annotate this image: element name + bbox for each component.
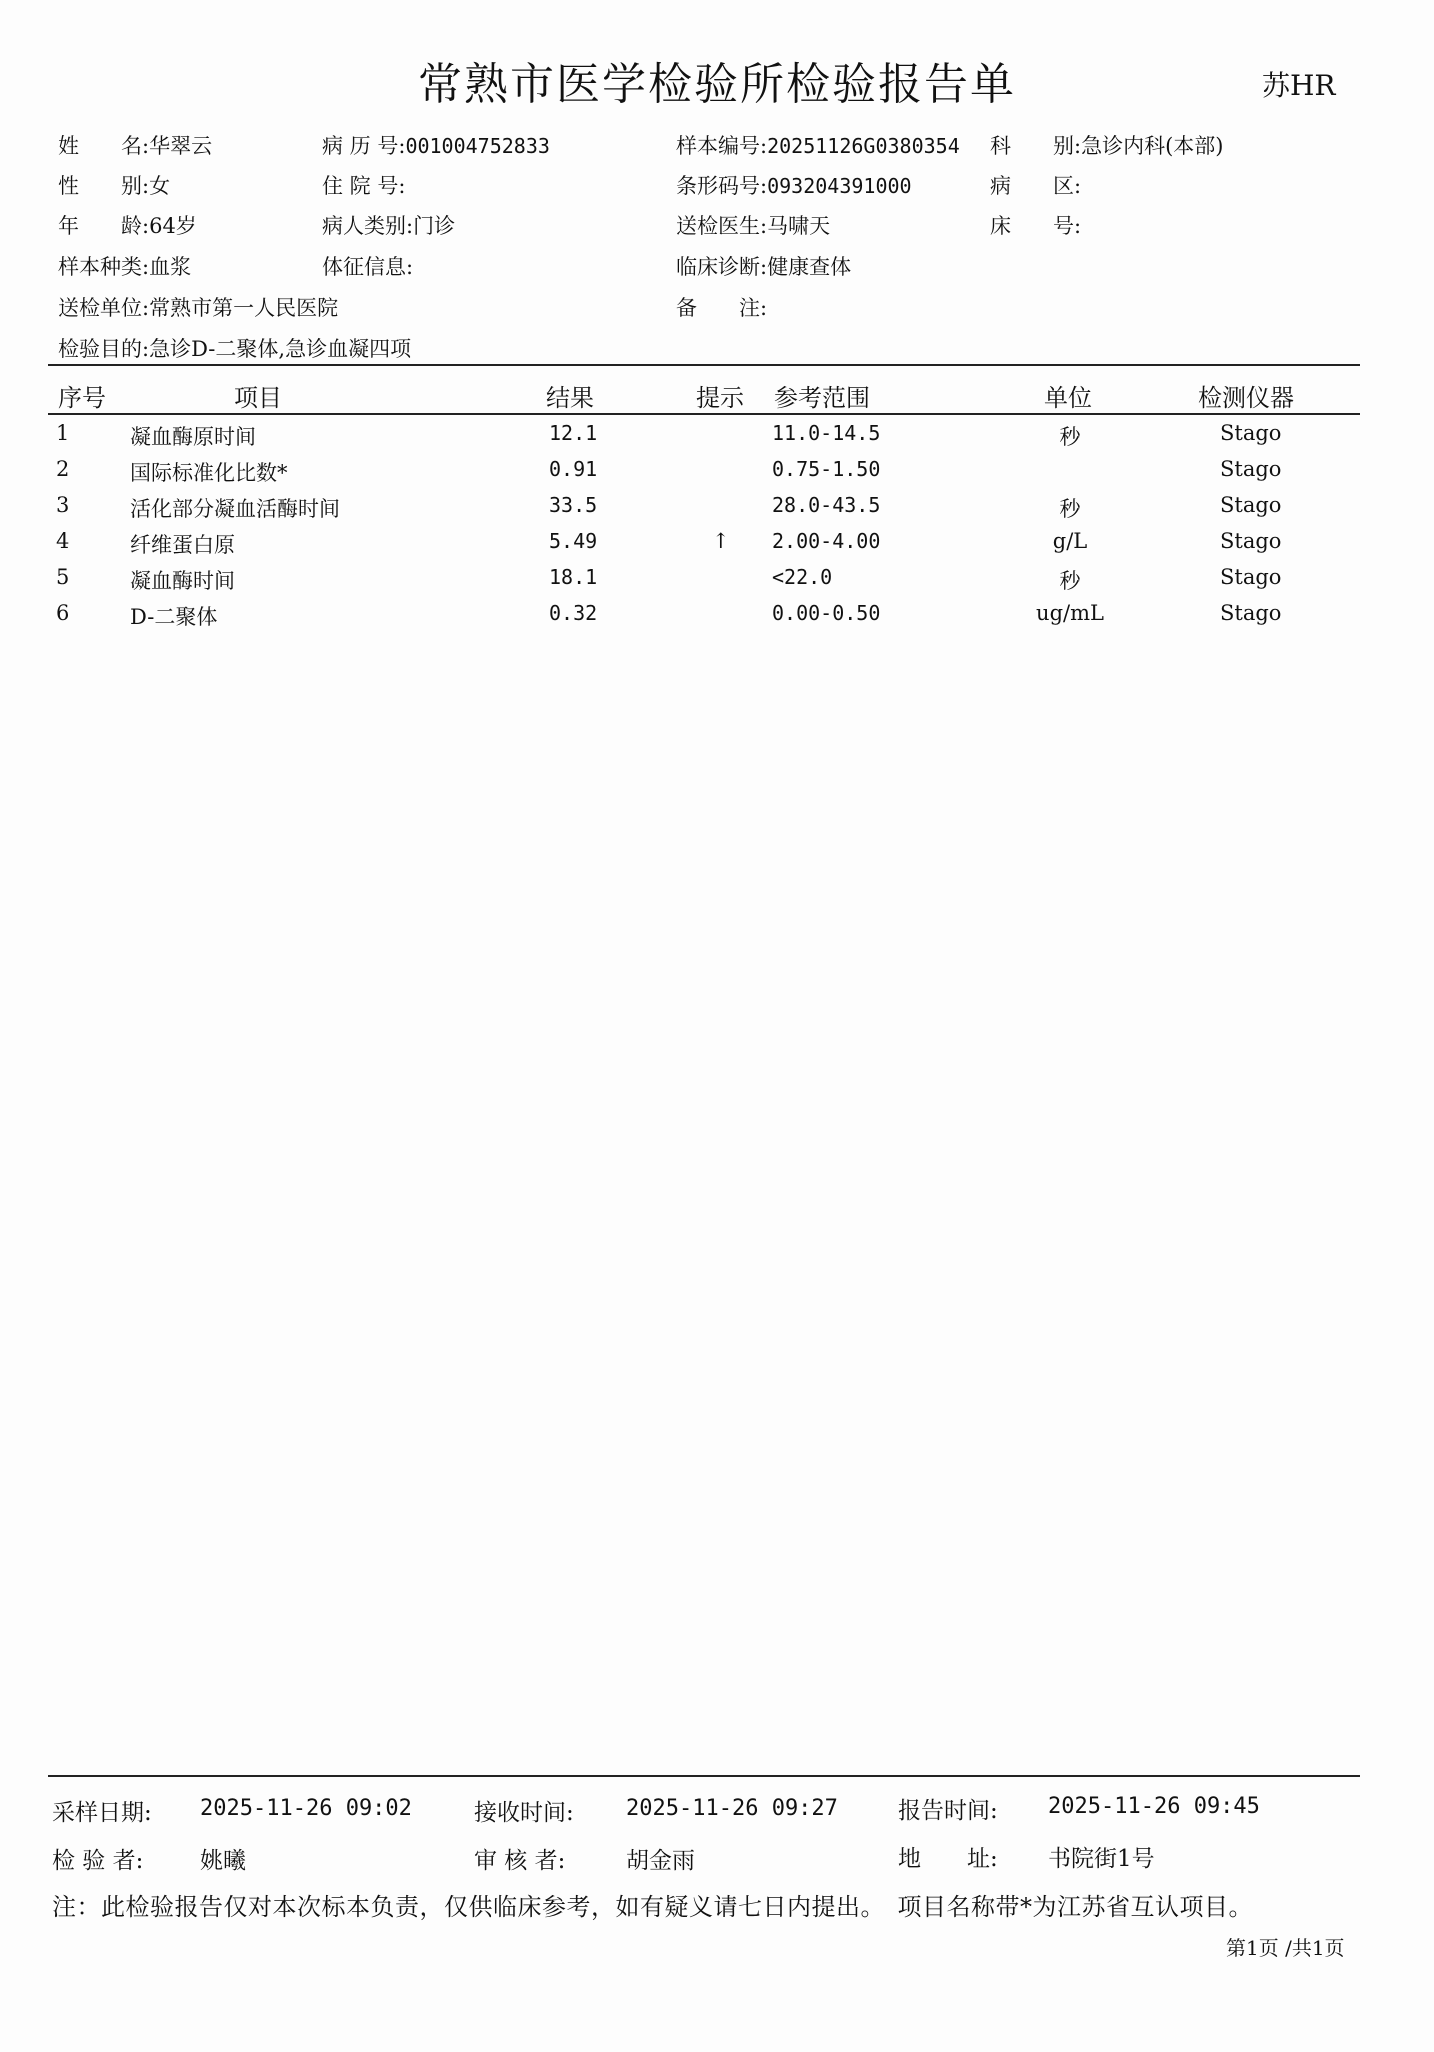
row-unit: 秒 xyxy=(1059,497,1081,521)
field-label: 送检单位: xyxy=(58,296,150,320)
col-header-seq: 序号 xyxy=(58,384,106,412)
field-label: 性 别: xyxy=(58,174,150,198)
barcode: 093204391000 xyxy=(767,174,912,198)
tester-field xyxy=(52,1842,143,1875)
field-label: 临床诊断: xyxy=(676,255,768,279)
row-result: 12.1 xyxy=(549,421,598,445)
report-time-field xyxy=(898,1792,998,1825)
bed-field xyxy=(990,210,1081,240)
tester-name: 姚曦 xyxy=(200,1848,246,1874)
doctor-field xyxy=(676,210,830,240)
sample-date: 2025-11-26 09:02 xyxy=(200,1796,412,1821)
field-label: 年 龄: xyxy=(58,214,150,238)
high-flag-arrow: ↑ xyxy=(712,529,730,553)
row-instrument: Stago xyxy=(1220,529,1282,553)
row-result: 33.5 xyxy=(549,493,598,517)
sex-field xyxy=(58,170,170,200)
sender-unit-field xyxy=(58,292,338,322)
age-field xyxy=(58,210,197,240)
patient-type: 门诊 xyxy=(413,214,456,238)
row-result: 0.32 xyxy=(549,601,598,625)
field-label: 检 验 者: xyxy=(52,1848,144,1874)
field-label: 病 历 号: xyxy=(322,134,406,158)
region-code: 苏HR xyxy=(1262,69,1336,102)
table-row xyxy=(0,565,1434,601)
field-label: 送检医生: xyxy=(676,214,768,238)
department-field xyxy=(990,130,1223,160)
row-seq: 4 xyxy=(56,529,70,553)
row-instrument: Stago xyxy=(1220,421,1282,445)
field-label: 姓 名: xyxy=(58,134,150,158)
row-instrument: Stago xyxy=(1220,565,1282,589)
record-no: 001004752833 xyxy=(405,134,550,158)
reviewer-name: 胡金雨 xyxy=(626,1848,695,1874)
field-label: 样本编号: xyxy=(676,134,768,158)
field-label: 样本种类: xyxy=(58,255,150,279)
row-unit: ug/mL xyxy=(1036,601,1104,625)
diagnosis-field xyxy=(676,251,851,281)
vital-signs-field xyxy=(322,251,413,281)
table-row xyxy=(0,457,1434,493)
remark-field xyxy=(676,292,767,322)
field-label: 接收时间: xyxy=(474,1800,574,1826)
sample-type-field xyxy=(58,251,191,281)
row-range: 28.0-43.5 xyxy=(772,493,881,517)
patient-name-field xyxy=(58,130,212,160)
field-label: 病人类别: xyxy=(322,214,414,238)
sex: 女 xyxy=(149,174,171,198)
row-seq: 6 xyxy=(56,601,70,625)
row-result: 5.49 xyxy=(549,529,598,553)
table-row xyxy=(0,421,1434,457)
age: 64岁 xyxy=(149,214,197,238)
row-unit: 秒 xyxy=(1059,425,1081,449)
patient-type-field xyxy=(322,210,455,240)
address: 书院街1号 xyxy=(1048,1846,1155,1872)
row-item: 凝血酶时间 xyxy=(130,569,235,593)
sample-no: 20251126G0380354 xyxy=(767,134,960,158)
report-time: 2025-11-26 09:45 xyxy=(1048,1794,1260,1819)
reviewer-field xyxy=(474,1842,565,1875)
receive-time-field xyxy=(474,1794,574,1827)
col-header-range: 参考范围 xyxy=(774,384,870,412)
field-label: 体征信息: xyxy=(322,255,414,279)
table-row xyxy=(0,601,1434,637)
field-label: 地 址: xyxy=(898,1846,998,1872)
row-item: 凝血酶原时间 xyxy=(130,425,256,449)
col-header-flag: 提示 xyxy=(696,384,744,412)
diagnosis: 健康查体 xyxy=(767,255,852,279)
patient-name: 华翠云 xyxy=(149,134,213,158)
row-instrument: Stago xyxy=(1220,601,1282,625)
row-seq: 3 xyxy=(56,493,70,517)
row-item: 国际标准化比数* xyxy=(130,461,288,485)
field-label: 检验目的: xyxy=(58,337,150,361)
row-seq: 1 xyxy=(56,421,70,445)
field-label: 床 号: xyxy=(990,214,1082,238)
col-header-item: 项目 xyxy=(234,384,282,412)
sample-no-field xyxy=(676,130,960,160)
purpose-field xyxy=(58,333,411,363)
col-header-result: 结果 xyxy=(546,384,594,412)
row-range: <22.0 xyxy=(772,565,833,589)
row-range: 11.0-14.5 xyxy=(772,421,881,445)
field-label: 科 别: xyxy=(990,134,1082,158)
header-bottom-rule xyxy=(48,413,1360,415)
inpatient-no-field xyxy=(322,170,405,200)
row-item: 纤维蛋白原 xyxy=(130,533,235,557)
page-number: 第1页 /共1页 xyxy=(1226,1936,1345,1960)
doctor: 马啸天 xyxy=(767,214,831,238)
field-label: 条形码号: xyxy=(676,174,768,198)
sample-type: 血浆 xyxy=(149,255,192,279)
sender-unit: 常熟市第一人民医院 xyxy=(149,296,339,320)
field-label: 采样日期: xyxy=(52,1800,152,1826)
department: 急诊内科(本部) xyxy=(1081,134,1224,158)
row-range: 2.00-4.00 xyxy=(772,529,881,553)
row-item: 活化部分凝血活酶时间 xyxy=(130,497,340,521)
footer-top-rule xyxy=(48,1775,1360,1777)
field-label: 住 院 号: xyxy=(322,174,406,198)
row-unit: g/L xyxy=(1052,529,1088,553)
field-label: 备 注: xyxy=(676,296,768,320)
purpose: 急诊D-二聚体,急诊血凝四项 xyxy=(149,337,412,361)
address-field xyxy=(898,1840,998,1873)
report-title: 常熟市医学检验所检验报告单 xyxy=(418,59,1016,110)
barcode-field xyxy=(676,170,912,200)
row-instrument: Stago xyxy=(1220,457,1282,481)
row-instrument: Stago xyxy=(1220,493,1282,517)
ward-field xyxy=(990,170,1081,200)
field-label: 病 区: xyxy=(990,174,1082,198)
sample-date-field xyxy=(52,1794,152,1827)
row-result: 18.1 xyxy=(549,565,598,589)
record-no-field xyxy=(322,130,550,160)
field-label: 审 核 者: xyxy=(474,1848,566,1874)
receive-time: 2025-11-26 09:27 xyxy=(626,1796,838,1821)
row-unit: 秒 xyxy=(1059,569,1081,593)
table-row xyxy=(0,529,1434,565)
header-top-rule xyxy=(48,364,1360,366)
row-result: 0.91 xyxy=(549,457,598,481)
field-label: 报告时间: xyxy=(898,1798,998,1824)
col-header-unit: 单位 xyxy=(1044,384,1092,412)
table-row xyxy=(0,493,1434,529)
row-seq: 2 xyxy=(56,457,70,481)
row-range: 0.00-0.50 xyxy=(772,601,881,625)
disclaimer-note: 注：此检验报告仅对本次标本负责，仅供临床参考，如有疑义请七日内提出。 项目名称带*为江苏省互认项目。 xyxy=(52,1893,1253,1921)
row-seq: 5 xyxy=(56,565,70,589)
col-header-instrument: 检测仪器 xyxy=(1198,384,1294,412)
row-range: 0.75-1.50 xyxy=(772,457,881,481)
row-item: D-二聚体 xyxy=(130,605,218,629)
